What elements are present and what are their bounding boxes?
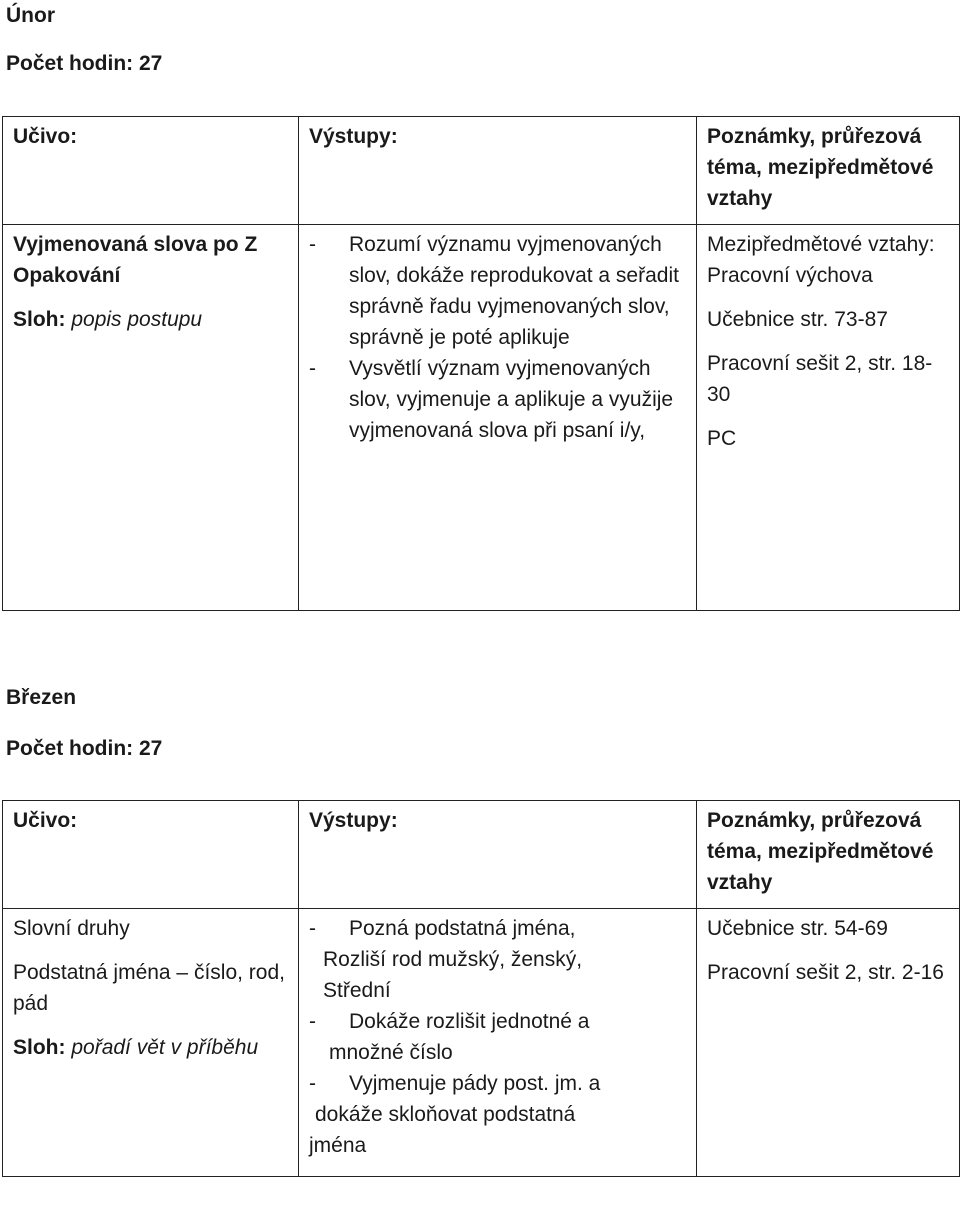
ucebnice-ref: Učebnice str. 54-69 [707, 917, 888, 940]
header-vystupy: Výstupy: [299, 117, 697, 225]
ucivo-cell [3, 225, 299, 611]
list-item: - Vysvětlí význam vyjmenovaných slov, vyjmenuje a aplikuje a využije vyjmenovaná slova při psaní i/y, [309, 353, 686, 446]
list-item-continuation: Rozliší rod mužský, ženský, [323, 948, 583, 971]
ucivo-subtopic: Opakování [13, 264, 121, 287]
list-item-continuation: množné číslo [329, 1041, 453, 1064]
hours-heading-brezen: Počet hodin: 27 [6, 737, 163, 760]
ucivo-topic: Vyjmenovaná slova po Z [13, 233, 258, 256]
hours-heading-unor: Počet hodin: 27 [6, 52, 163, 75]
pracovni-sesit-ref: Pracovní sešit 2, str. 2-16 [707, 961, 944, 984]
poznamky-cell [697, 909, 960, 1177]
vystupy-list [309, 1006, 686, 1037]
pracovni-sesit-ref: Pracovní sešit 2, str. 18-30 [707, 352, 933, 406]
mezipredmetove-vztahy: Mezipředmětové vztahy: Pracovní výchova [707, 233, 935, 287]
list-item: - Vyjmenuje pády post. jm. a [309, 1068, 686, 1099]
sloh-line [13, 304, 288, 335]
vystupy-list [309, 913, 686, 944]
month-heading-unor: Únor [6, 4, 55, 27]
table-header-row [3, 801, 960, 909]
header-ucivo: Učivo: [3, 117, 299, 225]
list-item-continuation: jména [309, 1134, 367, 1157]
poznamky-cell [697, 225, 960, 611]
list-item-continuation: dokáže skloňovat podstatná [315, 1103, 576, 1126]
ucebnice-ref: Učebnice str. 73-87 [707, 308, 888, 331]
ucivo-subtopic: Podstatná jména – číslo, rod, pád [13, 961, 285, 1015]
header-vystupy: Výstupy: [299, 801, 697, 909]
header-poznamky: Poznámky, průřezová téma, mezipředmětové vztahy [697, 801, 960, 909]
table-row [3, 909, 960, 1177]
list-item: - Rozumí významu vyjmenovaných slov, dokáže reprodukovat a seřadit správně řadu vyjmenovaných slov, správně je poté aplikuje [309, 229, 686, 353]
list-item: - Dokáže rozlišit jednotné a [309, 1006, 686, 1037]
table-row [3, 225, 960, 611]
vystupy-cell [299, 909, 697, 1177]
curriculum-table-brezen [2, 800, 960, 1177]
sloh-line [13, 1032, 288, 1063]
header-ucivo: Učivo: [3, 801, 299, 909]
sloh-value: pořadí vět v příběhu [71, 1036, 259, 1059]
month-heading-brezen: Březen [6, 686, 77, 709]
vystupy-list [309, 229, 686, 446]
ucivo-topic: Slovní druhy [13, 917, 130, 940]
curriculum-table-unor [2, 116, 960, 611]
pc-note: PC [707, 427, 737, 450]
vystupy-cell [299, 225, 697, 611]
sloh-label: Sloh: [13, 308, 66, 331]
table-header-row [3, 117, 960, 225]
list-item: - Pozná podstatná jména, [309, 913, 686, 944]
sloh-value: popis postupu [71, 308, 203, 331]
sloh-label: Sloh: [13, 1036, 66, 1059]
header-poznamky: Poznámky, průřezová téma, mezipředmětové vztahy [697, 117, 960, 225]
list-item-continuation: Střední [323, 979, 391, 1002]
vystupy-list [309, 1068, 686, 1099]
ucivo-cell [3, 909, 299, 1177]
